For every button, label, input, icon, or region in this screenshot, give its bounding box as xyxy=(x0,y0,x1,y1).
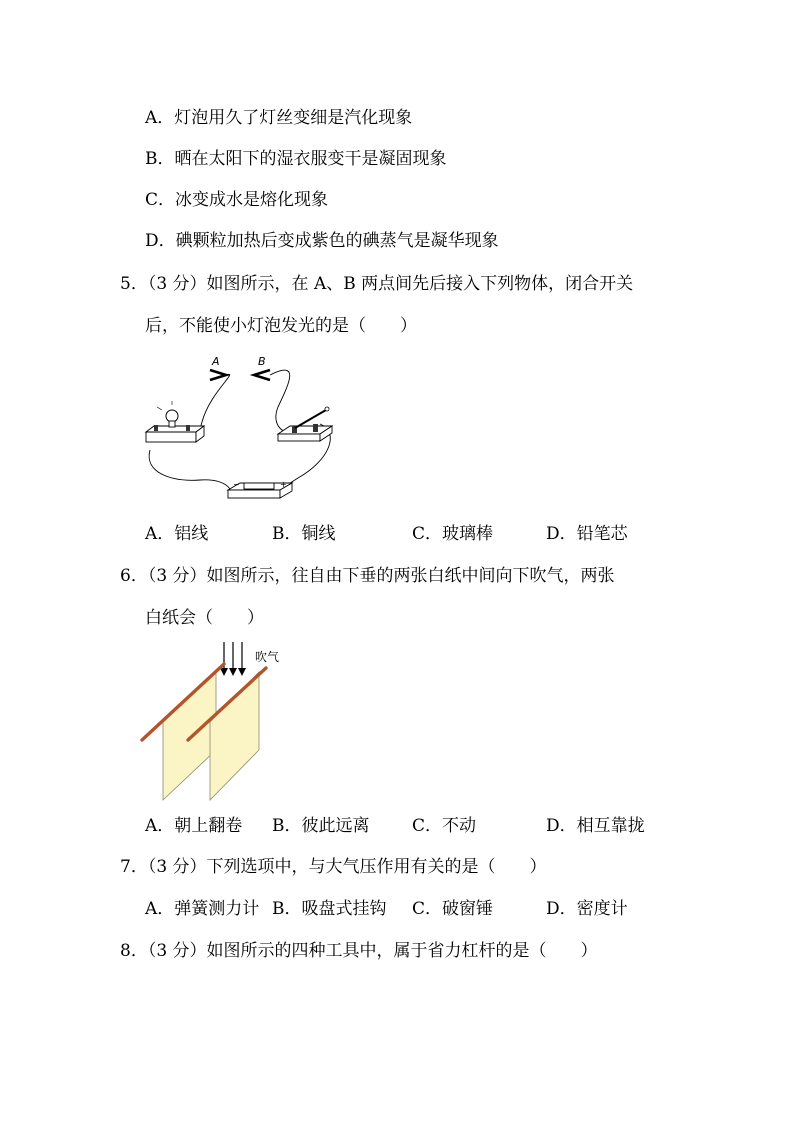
paper-front xyxy=(210,672,259,800)
battery-minus-label: − xyxy=(233,480,240,489)
q7-option-a: A．弹簧测力计 xyxy=(145,899,260,919)
battery-plus-label: + xyxy=(280,480,287,489)
clip-label-a: A xyxy=(212,355,220,368)
q4-option-a: A．灯泡用久了灯丝变细是汽化现象 xyxy=(145,108,413,128)
q6-option-a: A．朝上翻卷 xyxy=(145,816,243,836)
q6-stem-line2: 白纸会（ ） xyxy=(145,608,264,628)
q6-option-b: B．彼此远离 xyxy=(272,816,370,836)
q4-option-b: B．晒在太阳下的湿衣服变干是凝固现象 xyxy=(145,149,447,169)
q8-stem: 8．（3 分）如图所示的四种工具中，属于省力杠杆的是（ ） xyxy=(120,941,598,961)
q5-stem-line1: 5．（3 分）如图所示，在 A、B 两点间先后接入下列物体，闭合开关 xyxy=(120,274,634,294)
q6-option-c: C．不动 xyxy=(412,816,477,836)
q5-circuit-figure xyxy=(140,352,350,504)
q7-option-b: B．吸盘式挂钩 xyxy=(272,899,387,919)
paper-back xyxy=(163,672,216,800)
clip-b xyxy=(254,370,270,380)
q6-option-d: D．相互靠拢 xyxy=(546,816,645,836)
q7-option-d: D．密度计 xyxy=(546,899,628,919)
lamp-on-board xyxy=(146,401,204,442)
q5-option-b: B．铜线 xyxy=(272,524,336,544)
q4-option-d: D．碘颗粒加热后变成紫色的碘蒸气是凝华现象 xyxy=(145,231,499,251)
blow-arrows xyxy=(220,642,246,676)
clip-a xyxy=(210,370,226,380)
q6-stem-line1: 6．（3 分）如图所示，往自由下垂的两张白纸中间向下吹气，两张 xyxy=(120,566,615,586)
knife-switch xyxy=(278,407,332,441)
battery-holder xyxy=(228,480,292,498)
blow-label: 吹气 xyxy=(255,650,280,664)
q7-stem: 7．（3 分）下列选项中，与大气压作用有关的是（ ） xyxy=(120,857,547,877)
q5-stem-line2: 后，不能使小灯泡发光的是（ ） xyxy=(145,316,417,336)
q4-option-c: C．冰变成水是熔化现象 xyxy=(145,190,329,210)
q5-option-a: A．铝线 xyxy=(145,524,209,544)
q7-option-c: C．破窗锤 xyxy=(412,899,494,919)
q6-paper-figure xyxy=(138,640,288,805)
clip-label-b: B xyxy=(258,355,266,368)
q5-option-c: C．玻璃棒 xyxy=(412,524,494,544)
q5-option-d: D．铅笔芯 xyxy=(546,524,628,544)
